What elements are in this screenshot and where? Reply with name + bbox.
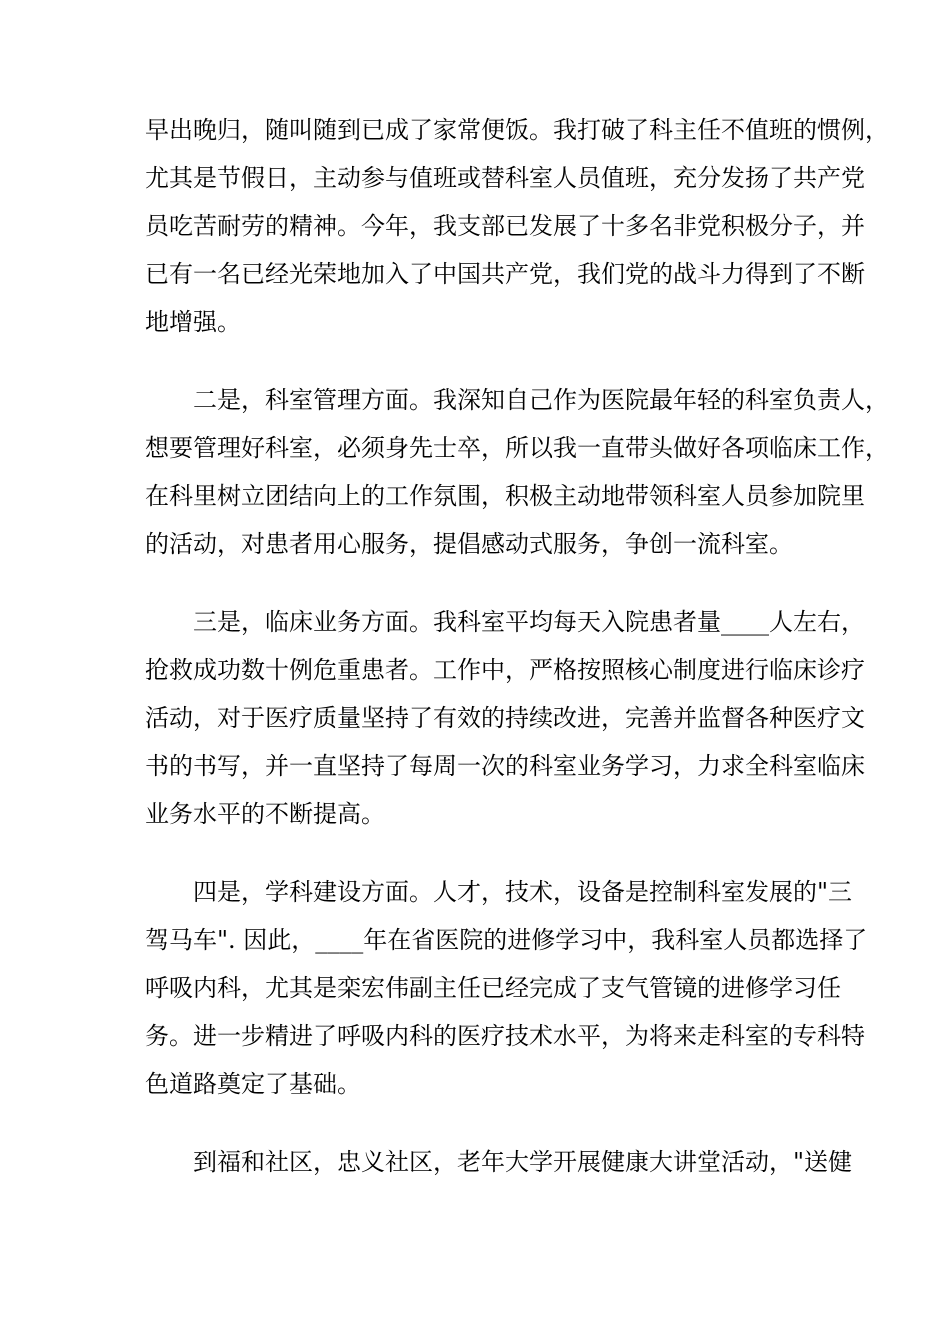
paragraph-line: 抢救成功数十例危重患者。工作中，严格按照核心制度进行临床诊疗 — [145, 656, 865, 684]
paragraph-line: 已有一名已经光荣地加入了中国共产党，我们党的战斗力得到了不断 — [145, 260, 865, 288]
paragraph-line: 想要管理好科室，必须身先士卒，所以我一直带头做好各项临床工作， — [145, 434, 889, 462]
paragraph-line: 尤其是节假日，主动参与值班或替科室人员值班，充分发扬了共产党 — [145, 164, 865, 192]
paragraph-3 — [145, 598, 865, 838]
paragraph-line: 务。进一步精进了呼吸内科的医疗技术水平，为将来走科室的专科特 — [145, 1022, 865, 1050]
document-body — [145, 106, 889, 1216]
paragraph-5 — [145, 1138, 853, 1186]
paragraph-line: 三是，临床业务方面。我科室平均每天入院患者量____人左右， — [193, 608, 865, 636]
paragraph-line: 员吃苦耐劳的精神。今年，我支部已发展了十多名非党积极分子，并 — [145, 212, 865, 240]
paragraph-line: 活动，对于医疗质量坚持了有效的持续改进，完善并监督各种医疗文 — [145, 704, 865, 732]
paragraph-1 — [145, 106, 889, 346]
paragraph-line: 在科里树立团结向上的工作氛围，积极主动地带领科室人员参加院里 — [145, 482, 865, 510]
paragraph-line: 呼吸内科，尤其是栾宏伟副主任已经完成了支气管镜的进修学习任 — [145, 974, 841, 1002]
paragraph-2 — [145, 376, 889, 568]
paragraph-4 — [145, 868, 868, 1108]
paragraph-line: 驾马车". 因此，____年在省医院的进修学习中，我科室人员都选择了 — [145, 926, 868, 954]
paragraph-line: 地增强。 — [145, 308, 241, 336]
paragraph-line: 到福和社区，忠义社区，老年大学开展健康大讲堂活动，"送健 — [193, 1148, 853, 1176]
paragraph-line: 二是，科室管理方面。我深知自己作为医院最年轻的科室负责人， — [193, 386, 889, 414]
paragraph-line: 书的书写，并一直坚持了每周一次的科室业务学习，力求全科室临床 — [145, 752, 865, 780]
paragraph-line: 色道路奠定了基础。 — [145, 1070, 361, 1098]
paragraph-line: 业务水平的不断提高。 — [145, 800, 385, 828]
paragraph-line: 的活动，对患者用心服务，提倡感动式服务，争创一流科室。 — [145, 530, 793, 558]
paragraph-line: 四是，学科建设方面。人才，技术，设备是控制科室发展的"三 — [193, 878, 853, 906]
paragraph-line: 早出晚归，随叫随到已成了家常便饭。我打破了科主任不值班的惯例， — [145, 116, 889, 144]
